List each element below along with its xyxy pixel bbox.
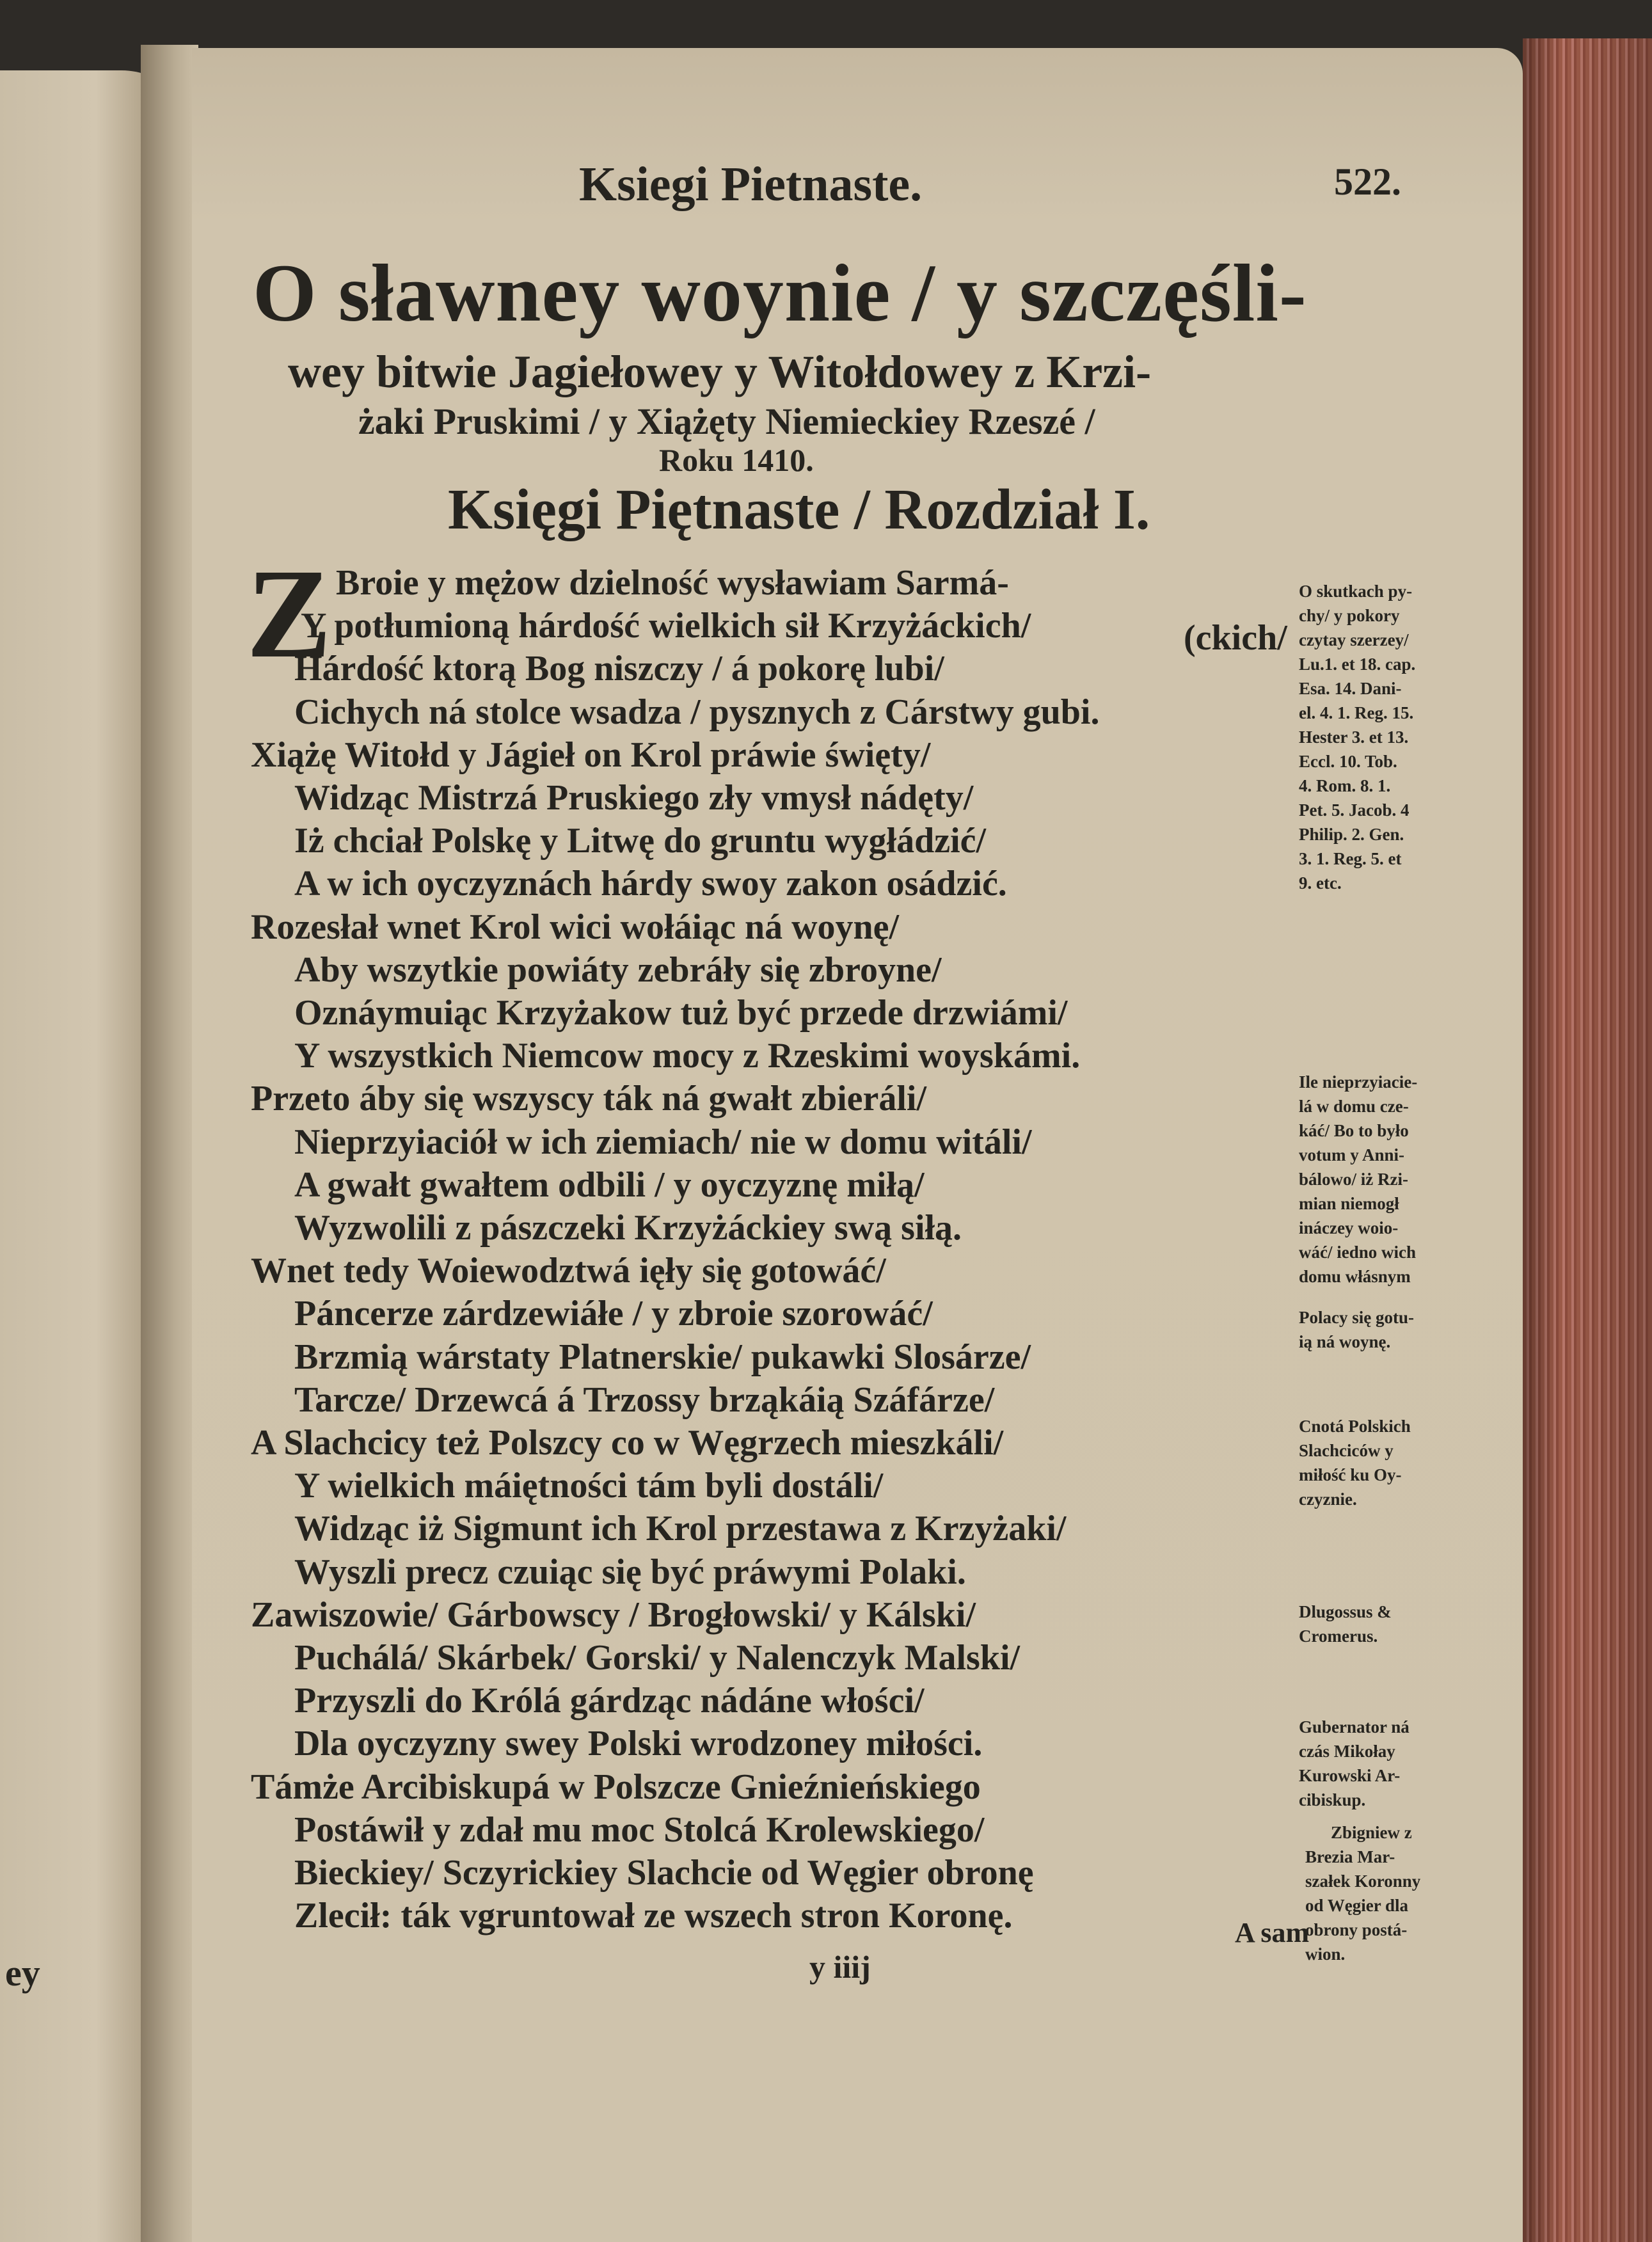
verse-line: Nieprzyiaciół w ich ziemiach/ nie w domu witáli/ xyxy=(294,1122,1032,1162)
verse-line: Wnet tedy Woiewodztwá ięły się gotowáć/ xyxy=(251,1251,886,1291)
verse-line: Widząc iż Sigmunt ich Krol przestawa z Krzyżaki/ xyxy=(294,1509,1067,1549)
verse-line: Rozesłał wnet Krol wici wołáiąc ná woynę/ xyxy=(251,907,900,947)
margin-note-line: Cnotá Polskich xyxy=(1299,1417,1411,1436)
margin-note-line: Polacy się gotu- xyxy=(1299,1308,1414,1327)
margin-note-line: Philip. 2. Gen. xyxy=(1299,825,1404,844)
margin-note xyxy=(1299,1070,1417,1289)
margin-note-line: el. 4. 1. Reg. 15. xyxy=(1299,703,1414,722)
margin-note xyxy=(1299,1715,1410,1812)
margin-note-line: Lu.1. et 18. cap. xyxy=(1299,655,1416,674)
margin-note-line: czytay szerzey/ xyxy=(1299,630,1409,649)
verse-line: Zawiszowie/ Gárbowscy / Brogłowski/ y Kálski/ xyxy=(251,1594,976,1635)
margin-note-line: wáć/ iedno wich xyxy=(1299,1243,1417,1262)
facing-page-fragment: ey xyxy=(5,1952,40,1994)
verse-line: Y potłumioną hárdość wielkich sił Krzyżáckich/ xyxy=(301,606,1031,646)
chapter-heading: Księgi Piętnaste / Rozdział I. xyxy=(448,478,1150,541)
verse-line: Y wszystkich Niemcow mocy z Rzeskimi woyskámi. xyxy=(294,1036,1081,1076)
verse-line: Brzmią wárstaty Platnerskie/ pukawki Slosárze/ xyxy=(294,1337,1031,1377)
verse-line: Tarcze/ Drzewcá á Trzossy brząkáią Száfárze/ xyxy=(294,1379,995,1420)
margin-note-line: O skutkach py- xyxy=(1299,582,1413,601)
margin-note-line: szałek Koronny xyxy=(1305,1872,1421,1891)
running-title: Ksiegi Pietnaste. xyxy=(579,157,923,211)
margin-note-line: Brezia Mar- xyxy=(1305,1847,1395,1866)
margin-note-line: wion. xyxy=(1305,1944,1346,1964)
margin-note-line: ią ná woynę. xyxy=(1299,1332,1391,1351)
verse-line: Dla oyczyzny swey Polski wrodzoney miłości. xyxy=(294,1724,983,1764)
margin-note-line: Dlugossus & xyxy=(1299,1602,1392,1621)
verse-line: Przeto áby się wszyscy ták ná gwałt zbieráli/ xyxy=(251,1079,927,1119)
margin-note-line: Zbigniew z xyxy=(1331,1823,1412,1842)
verse-line: A w ich oyczyznách hárdy swoy zakon osádzić. xyxy=(294,864,1007,904)
margin-note-line: Ile nieprzyiacie- xyxy=(1299,1072,1418,1092)
margin-note-line: Kurowski Ar- xyxy=(1299,1766,1401,1785)
margin-note-line: votum y Anni- xyxy=(1299,1145,1405,1165)
verse-line: Widząc Mistrzá Pruskiego zły vmysł nádęty/ xyxy=(294,778,974,818)
margin-note-line: Eccl. 10. Tob. xyxy=(1299,752,1397,771)
margin-note xyxy=(1299,1414,1411,1511)
margin-note-line: Hester 3. et 13. xyxy=(1299,727,1409,747)
verse-line: Przyszli do Królá gárdząc nádáne włości/ xyxy=(294,1681,925,1721)
margin-note-line: lá w domu cze- xyxy=(1299,1097,1409,1116)
margin-note-line: domu włásnym xyxy=(1299,1267,1411,1286)
verse-line: Oznáymuiąc Krzyżakow tuż być przede drzwiámi/ xyxy=(294,993,1068,1033)
margin-note-line: Gubernator ná xyxy=(1299,1717,1410,1737)
book-gutter xyxy=(141,45,198,2242)
verse-continuation: (ckich/ xyxy=(1184,618,1287,658)
page-edges xyxy=(1523,38,1652,2242)
title-year: Roku 1410. xyxy=(659,442,814,478)
margin-note-line: Cromerus. xyxy=(1299,1626,1378,1646)
margin-note-line: miłość ku Oy- xyxy=(1299,1465,1402,1484)
page-number: 522. xyxy=(1334,161,1401,203)
margin-note-line: ináczey woio- xyxy=(1299,1218,1399,1237)
margin-note-line: chy/ y pokory xyxy=(1299,606,1400,625)
verse-line: Wyzwolili z pászczeki Krzyżáckiey swą siłą. xyxy=(294,1208,962,1248)
verse-line: Wyszli precz czuiąc się być práwymi Polaki. xyxy=(294,1552,966,1592)
verse-line: A Slachcicy też Polszcy co w Węgrzech mieszkáli/ xyxy=(251,1423,1004,1463)
title-line-3: żaki Pruskimi / y Xiążęty Niemieckiey Rzeszé / xyxy=(358,401,1095,442)
margin-note-line: káć/ Bo to było xyxy=(1299,1121,1409,1140)
signature-mark: y iiij xyxy=(809,1949,871,1985)
verse-line: Zlecił: ták vgruntował ze wszech stron Koronę. xyxy=(294,1896,1013,1936)
margin-note-line: 9. etc. xyxy=(1299,873,1342,893)
verse-line: Aby wszytkie powiáty zebráły się zbroyne/ xyxy=(294,950,942,990)
margin-note xyxy=(1305,1820,1420,1966)
verse-line: Iż chciał Polskę y Litwę do gruntu wygłádzić/ xyxy=(294,821,987,861)
margin-note-line: cibiskup. xyxy=(1299,1790,1366,1809)
verse-line: Xiążę Witołd y Jágieł on Krol práwie święty/ xyxy=(251,735,931,775)
title-line-2: wey bitwie Jagiełowey y Witołdowey z Krzi- xyxy=(288,346,1152,397)
verse-line: Támże Arcibiskupá w Polszcze Gnieźnieńskiego xyxy=(251,1767,981,1807)
drop-cap: Z xyxy=(246,543,332,685)
margin-note xyxy=(1299,1600,1392,1648)
facing-page-left xyxy=(0,70,160,2242)
margin-note-line: mian niemogł xyxy=(1299,1194,1399,1213)
verse-line: Páncerze zárdzewiáłe / y zbroie szorowáć/ xyxy=(294,1294,933,1334)
verse-line: A gwałt gwałtem odbili / y oyczyznę miłą/ xyxy=(294,1165,925,1205)
margin-note-line: Esa. 14. Dani- xyxy=(1299,679,1402,698)
verse-line: Postáwił y zdał mu moc Stolcá Krolewskiego/ xyxy=(294,1809,985,1850)
margin-note xyxy=(1299,1305,1414,1354)
margin-note-line: czás Mikołay xyxy=(1299,1742,1395,1761)
verse-line: Bieckiey/ Sczyrickiey Slachcie od Węgier obronę xyxy=(294,1853,1034,1893)
margin-note-line: 3. 1. Reg. 5. et xyxy=(1299,849,1402,868)
margin-note-line: Pet. 5. Jacob. 4 xyxy=(1299,800,1410,820)
margin-note-line: Slachciców y xyxy=(1299,1441,1394,1460)
margin-note-line: od Węgier dla xyxy=(1305,1896,1409,1915)
margin-note-line: obrony postá- xyxy=(1305,1920,1408,1939)
verse-line: Broie y mężow dzielność wysławiam Sarmá- xyxy=(336,563,1009,603)
verse-line: Puchálá/ Skárbek/ Gorski/ y Nalenczyk Malski/ xyxy=(294,1638,1021,1678)
verse-line: Y wielkich máiętności tám byli dostáli/ xyxy=(294,1466,884,1506)
margin-note xyxy=(1299,579,1415,895)
verse-line: Hárdość ktorą Bog niszczy / á pokorę lubi/ xyxy=(294,649,944,689)
verse-line: Cichych ná stolce wsadza / pysznych z Cárstwy gubi. xyxy=(294,692,1100,732)
margin-note-line: czyznie. xyxy=(1299,1490,1357,1509)
margin-note-line: bálowo/ iż Rzi- xyxy=(1299,1170,1408,1189)
title-line-1: O sławney woynie / y szczęśli- xyxy=(253,248,1307,338)
margin-note-line: 4. Rom. 8. 1. xyxy=(1299,776,1391,795)
margin-trailing: A sam xyxy=(1235,1917,1310,1948)
